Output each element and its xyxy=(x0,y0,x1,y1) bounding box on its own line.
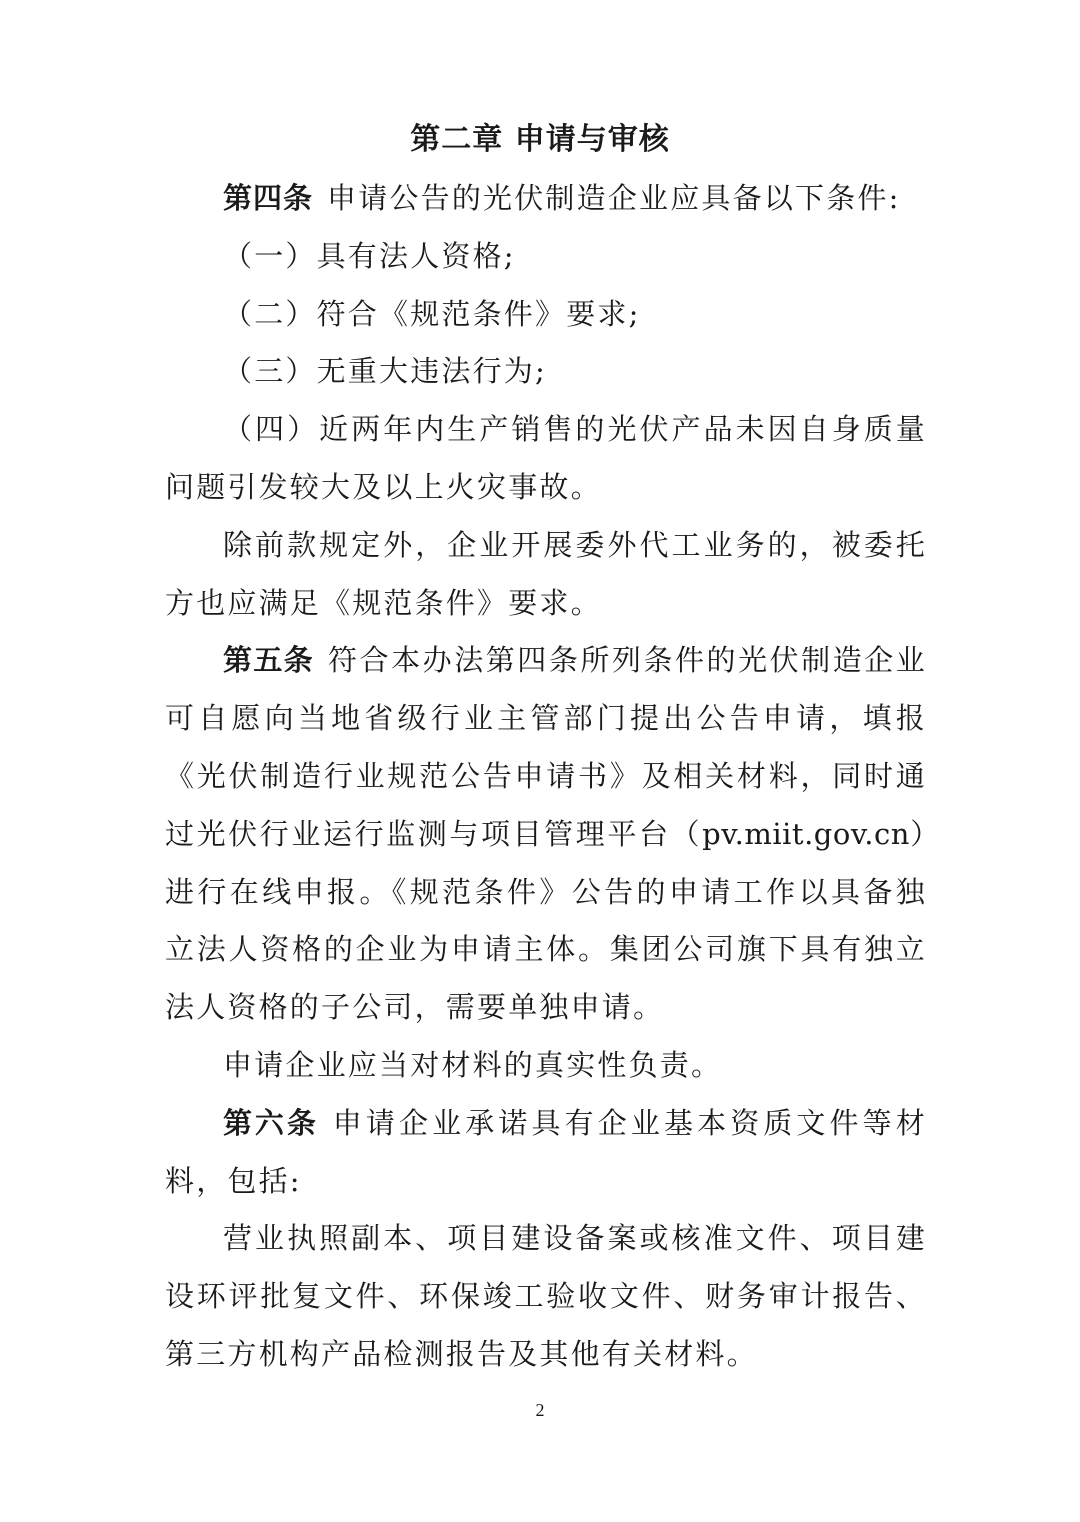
article-5-note: 申请企业应当对材料的真实性负责。 xyxy=(223,1047,723,1082)
article-5-text-before-url: 符合本办法第四条所列条件的光伏制造企业可自愿向当地省级行业主管部门提出公告申请，填报《光伏制造行业规范公告申请书》及相关材料，同时通过光伏行业运行监测与项目管理平台（ xyxy=(165,643,927,851)
article-5-text-after-url: ）进行在线申报。《规范条件》公告的申请工作以具备独立法人资格的企业为申请主体。集团公司旗下具有独立法人资格的子公司，需要单独申请。 xyxy=(165,816,928,1025)
article-4-item-1: （一）具有法人资格; xyxy=(223,238,516,273)
page-number: 2 xyxy=(535,1400,545,1420)
article-4-label: 第四条 xyxy=(223,181,314,215)
article-4-intro-text: 申请公告的光伏制造企业应具备以下条件: xyxy=(327,181,901,215)
article-5-body xyxy=(165,632,927,1037)
article-5-label: 第五条 xyxy=(223,643,315,678)
article-4-item-4: （四）近两年内生产销售的光伏产品未因自身质量问题引发较大及以上火灾事故。 xyxy=(165,412,927,504)
article-4-item-2: （二）符合《规范条件》要求; xyxy=(223,296,641,331)
article-4-intro xyxy=(165,170,927,228)
article-6-intro-text: 申请企业承诺具有企业基本资质文件等材料，包括: xyxy=(165,1105,927,1198)
article-4-item-3: （三）无重大违法行为; xyxy=(223,354,547,389)
chapter-title: 第二章 申请与审核 xyxy=(410,122,670,157)
article-6-intro xyxy=(165,1095,927,1211)
article-4-note: 除前款规定外，企业开展委外代工业务的，被委托方也应满足《规范条件》要求。 xyxy=(165,527,927,620)
article-6-materials: 营业执照副本、项目建设备案或核准文件、项目建设环评批复文件、环保竣工验收文件、财务审计报告、第三方机构产品检测报告及其他有关材料。 xyxy=(165,1221,927,1371)
document-body xyxy=(165,170,927,1384)
platform-url: pv.miit.gov.cn xyxy=(702,816,910,851)
article-6-label: 第六条 xyxy=(223,1105,319,1140)
